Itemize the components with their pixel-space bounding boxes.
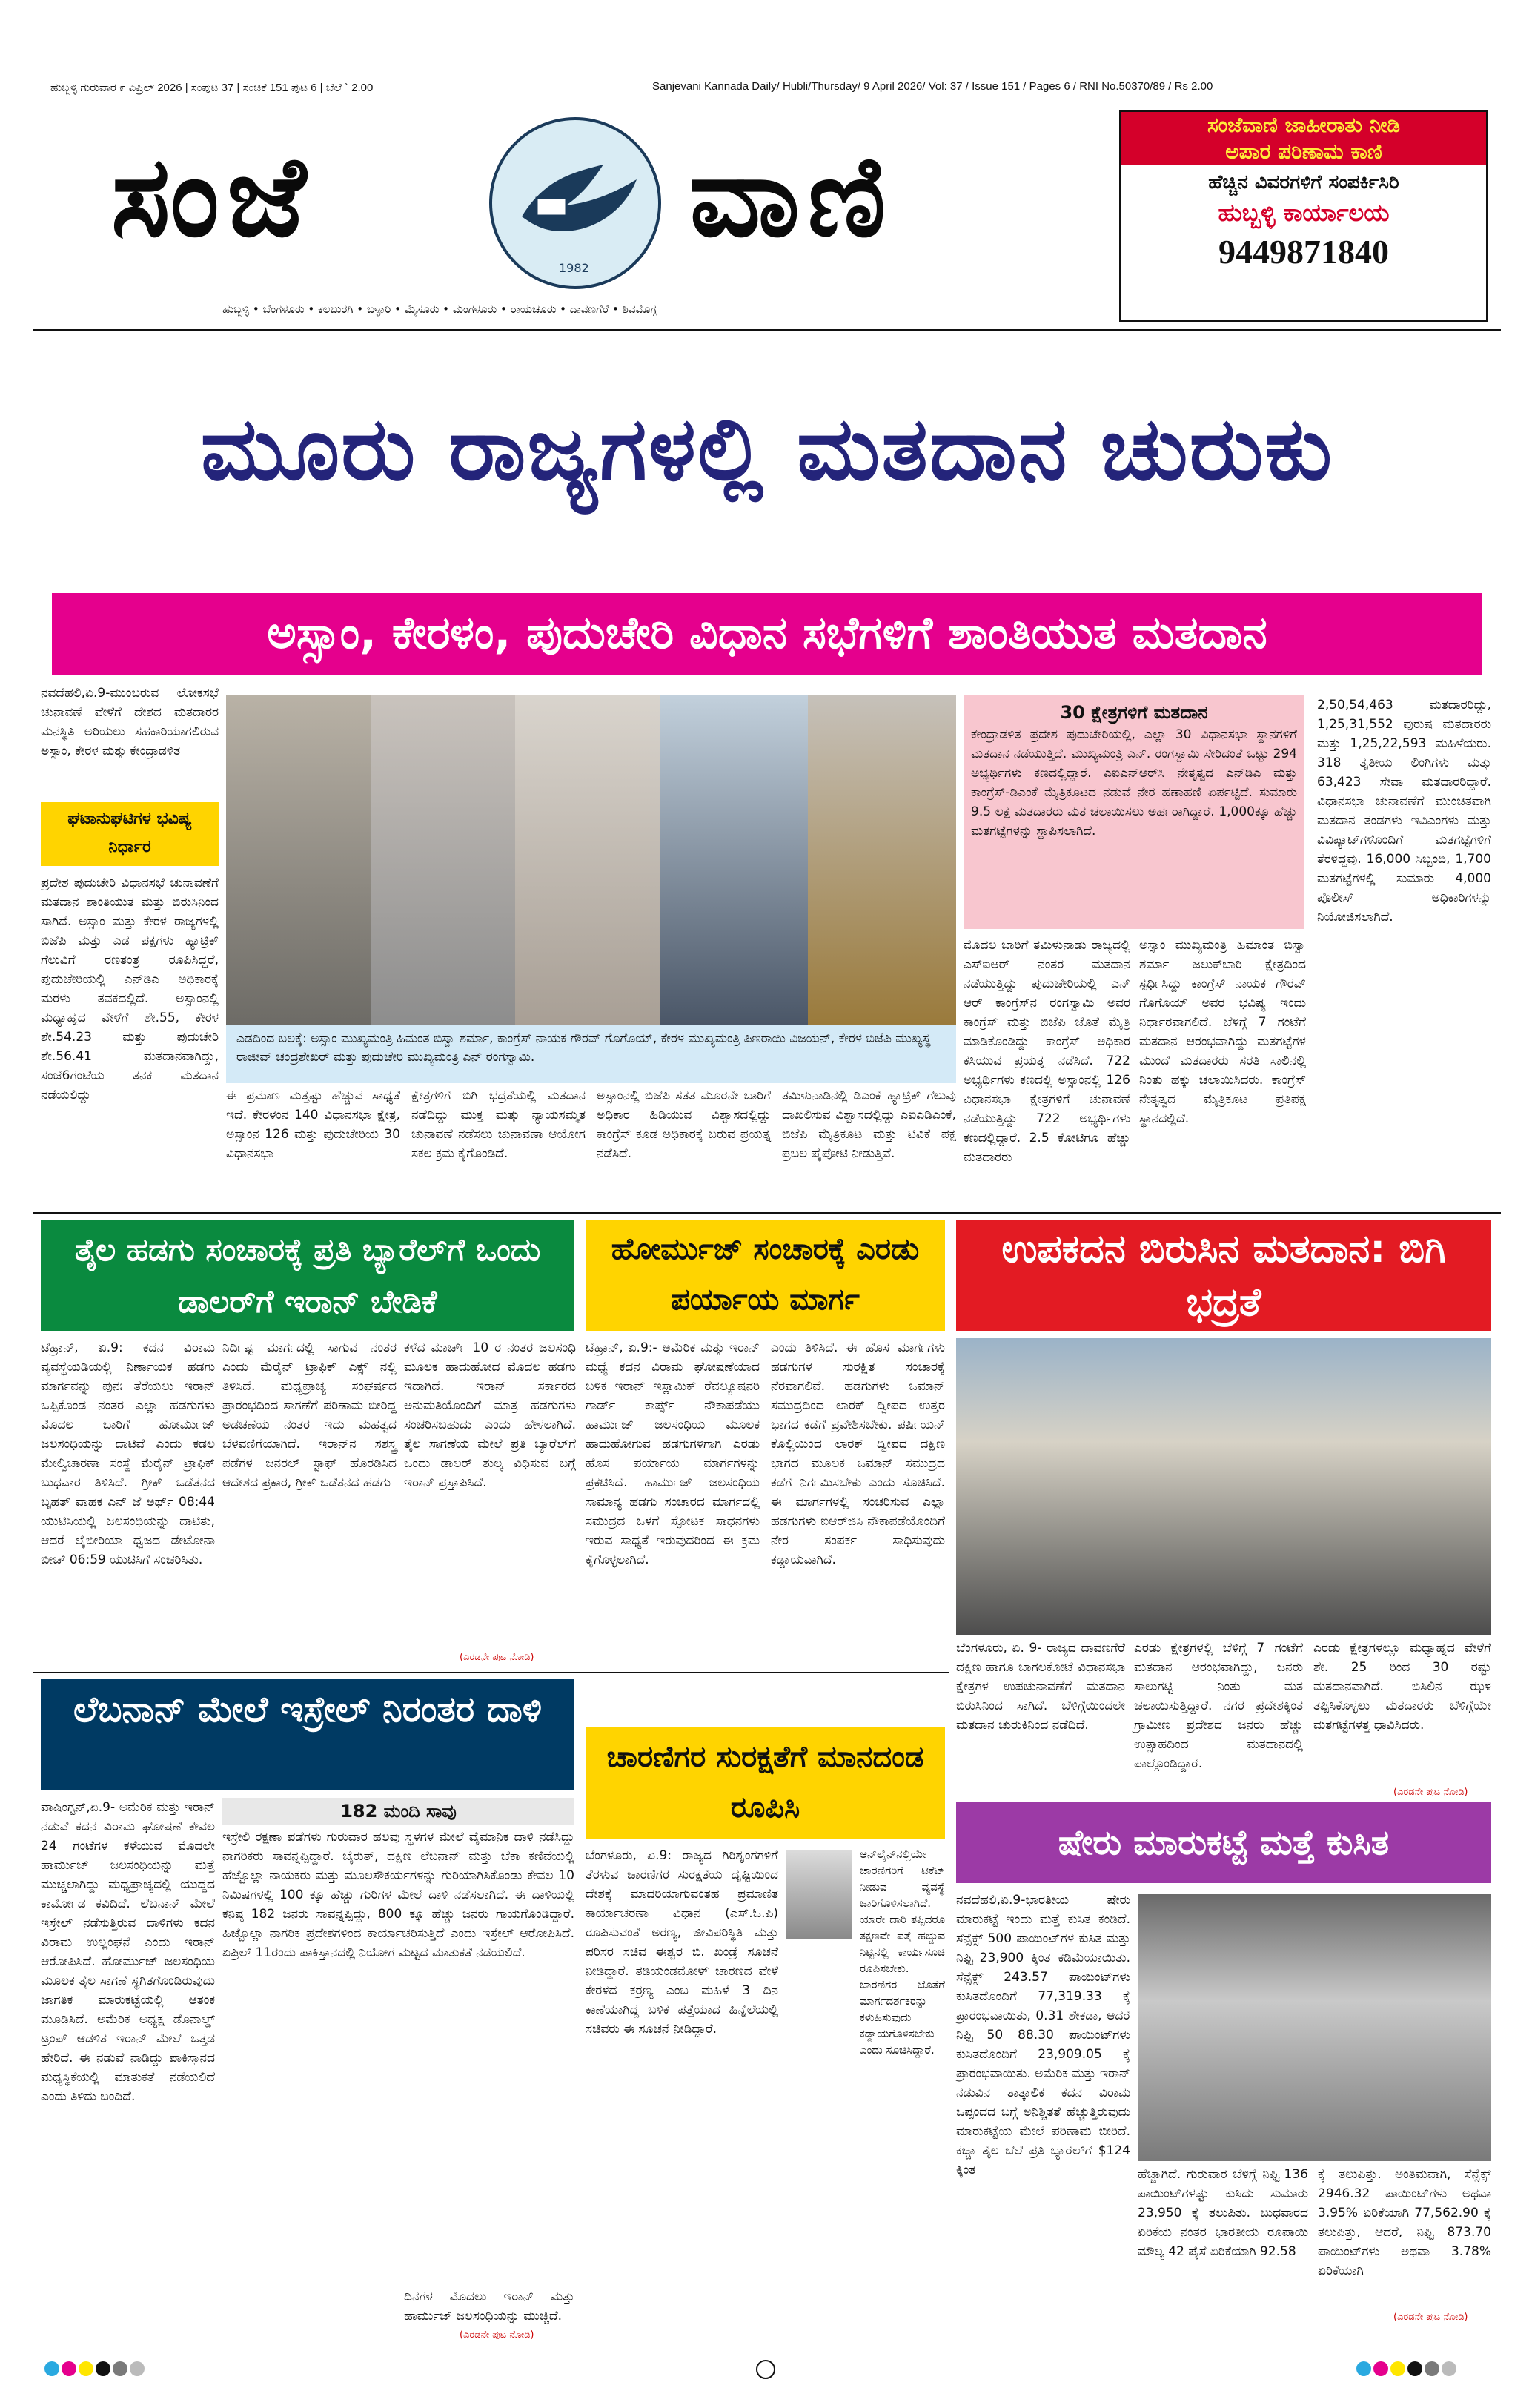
- lead-bottom-rule: [33, 1212, 1501, 1214]
- oil-story-headline: [41, 1220, 574, 1331]
- lead-column-2: [226, 1086, 400, 1205]
- market-column-3: [1318, 2165, 1491, 2309]
- constituency-box-heading: 30 ಕ್ಷೇತ್ರಗಳಿಗೆ ಮತದಾನ: [1060, 702, 1208, 723]
- lead-column-6b: [964, 936, 1130, 1203]
- lead-subhead: ಅಸ್ಸಾಂ, ಕೇರಳಂ, ಪುದುಚೇರಿ ವಿಧಾನ ಸಭೆಗಳಿಗೆ ಶಾಂತಿಯುತ ಮತದಾನ: [52, 593, 1482, 675]
- safety-column-2: [860, 1846, 945, 2057]
- hormuz-story-column-1-text: ಟೆಹ್ರಾನ್, ಏ.9:- ಅಮೆರಿಕ ಮತ್ತು ಇರಾನ್ ಮಧ್ಯೆ ಕದನ ವಿರಾಮ ಘೋಷಣೆಯಾದ ಬಳಿಕ ಇರಾನ್ ಇಸ್ಲಾಮಿಕ್ ರೆವಲ್ಯೂಷನರಿ ಗಾರ್ಡ್ ಕಾರ್ಪ್ಸ್ ನೌಕಾಪಡೆಯು ಹಾರ್ಮುಜ್ ಜಲಸಂಧಿಯ ಮೂಲಕ ಹಾದುಹೋಗುವ ಹಡಗುಗಳಿಗಾಗಿ ಎರಡು ಹೊಸ ಪರ್ಯಾಯ ಮಾರ್ಗಗಳನ್ನು ಪ್ರಕಟಿಸಿದೆ. ಹಾರ್ಮುಜ್ ಜಲಸಂಧಿಯ ಸಾಮಾನ್ಯ ಹಡಗು ಸಂಚಾರದ ಮಾರ್ಗದಲ್ಲಿ ಸಮುದ್ರದ ಒಳಗೆ ಸ್ಫೋಟಕ ಸಾಧನಗಳು ಇರುವ ಸಾಧ್ಯತೆ ಇರುವುದರಿಂದ ಈ ಕ್ರಮ ಕೈಗೊಳ್ಳಲಾಗಿದೆ.: [586, 1340, 760, 1567]
- masthead-name-left: ಸಂಜೆ: [111, 131, 314, 262]
- oil-story-column-2-text: ನಿರ್ದಿಷ್ಟ ಮಾರ್ಗದಲ್ಲಿ ಸಾಗುವ ನಂತರ ಎಂದು ಮೆರೈನ್ ಟ್ರಾಫಿಕ್ ಎಕ್ಸ್‌ ನಲ್ಲಿ ತಿಳಿಸಿದೆ. ಮಧ್ಯಪ್ರಾಚ್ಯ ಸಂಘರ್ಷದ ಪ್ರಾರಂಭದಿಂದ ಸಾಗಣೆಗೆ ಪರಿಣಾಮ ಬೀರಿದ್ದ ಅಡಚಣೆಯ ನಂತರ ಇದು ಮಹತ್ವದ ಬೆಳವಣಿಗೆಯಾಗಿದೆ. ಇರಾನ್‌ನ ಸಶಸ್ತ್ರ ಪಡೆಗಳ ಜನರಲ್ ಸ್ಟಾಫ್ ಹೊರಡಿಸಿದ ಆದೇಶದ ಪ್ರಕಾರ, ಗ್ರೀಕ್ ಒಡೆತನದ ಹಡಗು: [222, 1340, 397, 1490]
- middle-rule: [33, 1672, 949, 1673]
- bypoll-column-2-text: ಎರಡು ಕ್ಷೇತ್ರಗಳಲ್ಲಿ ಬೆಳಿಗ್ಗೆ 7 ಗಂಟೆಗೆ ಮತದಾನ ಆರಂಭವಾಗಿದ್ದು, ಜನರು ಸಾಲುಗಟ್ಟಿ ನಿಂತು ಮತ ಚಲಾಯಿಸುತ್ತಿದ್ದಾರೆ. ನಗರ ಪ್ರದೇಶಕ್ಕಿಂತ ಗ್ರಾಮೀಣ ಪ್ರದೇಶದ ಜನರು ಹೆಚ್ಚು ಉತ್ಸಾಹದಿಂದ ಮತದಾನದಲ್ಲಿ ಪಾಲ್ಗೊಂಡಿದ್ದಾರೆ.: [1134, 1641, 1303, 1771]
- lead-column-4-text: ಅಸ್ಸಾಂನಲ್ಲಿ ಬಿಜೆಪಿ ಸತತ ಮೂರನೇ ಬಾರಿಗೆ ಅಧಿಕಾರ ಹಿಡಿಯುವ ವಿಶ್ವಾಸದಲ್ಲಿದ್ದು ಕಾಂಗ್ರೆಸ್ ಕೂಡ ಅಧಿಕಾರಕ್ಕೆ ಬರುವ ಪ್ರಯತ್ನ ನಡೆಸಿದೆ.: [597, 1088, 771, 1161]
- lebanon-sidebox-heading: 182 ಮಂದಿ ಸಾವು: [222, 1798, 574, 1825]
- leader-photo-4: [660, 695, 808, 1025]
- lead-column-5: [782, 1086, 956, 1205]
- oil-story-column-1-text: ಟೆಹ್ರಾನ್, ಏ.9: ಕದನ ವಿರಾಮ ವ್ಯವಸ್ಥೆಯಡಿಯಲ್ಲಿ ನಿರ್ಣಾಯಕ ಹಡಗು ಮಾರ್ಗವನ್ನು ಪುನಃ ತೆರೆಯಲು ಇರಾನ್ ಒಪ್ಪಿಕೊಂಡ ನಂತರ ಎಲ್ಲಾ ಹಡಗುಗಳು ಮೊದಲ ಬಾರಿಗೆ ಹೋರ್ಮುಜ್ ಜಲಸಂಧಿಯನ್ನು ದಾಟಿವೆ ಎಂದು ಕಡಲ ಮೇಲ್ವಿಚಾರಣಾ ಸಂಸ್ಥೆ ಮೆರೈನ್ ಟ್ರಾಫಿಕ್ ಬುಧವಾರ ತಿಳಿಸಿದೆ. ಗ್ರೀಕ್ ಒಡೆತನದ ಬೃಹತ್ ವಾಹಕ ಎನ್ ಜೆ ಅರ್ಥ್ 08:44 ಯುಟಿಸಿಯಲ್ಲಿ ಜಲಸಂಧಿಯನ್ನು ದಾಟಿತು, ಆದರೆ ಲೈಬೀರಿಯಾ ಧ್ವಜದ ಡೇಟೋನಾ ಬೀಚ್ 06:59 ಯುಟಿಸಿಗೆ ಸಂಚರಿಸಿತು.: [41, 1340, 215, 1567]
- oil-story-column-2: [222, 1338, 397, 1664]
- lebanon-column-3: [404, 2287, 574, 2328]
- lead-column-6b-text: ಮೊದಲ ಬಾರಿಗೆ ತಮಿಳುನಾಡು ರಾಜ್ಯದಲ್ಲಿ ಎಸ್‌ಐಆರ್ ನಂತರ ಮತದಾನ ನಡೆಯುತ್ತಿದ್ದು ಪುದುಚೇರಿಯಲ್ಲಿ ಎನ್ ಆರ್ ಕಾಂಗ್ರೆಸ್‌ನ ರಂಗಸ್ವಾಮಿ ಅವರ ಕಾಂಗ್ರೆಸ್ ಮತ್ತು ಬಿಜೆಪಿ ಜೊತೆ ಮೈತ್ರಿ ಮಾಡಿಕೊಂಡಿದ್ದು ಕಾಂಗ್ರೆಸ್ ಅಧಿಕಾರ ಕಸಿಯುವ ಪ್ರಯತ್ನ ನಡೆಸಿದೆ. 722 ಅಭ್ಯರ್ಥಿಗಳು ಕಣದಲ್ಲಿ ಅಸ್ಸಾಂನಲ್ಲಿ 126 ವಿಧಾನಸಭಾ ಕ್ಷೇತ್ರಗಳಿಗೆ ಚುನಾವಣೆ ನಡೆಯುತ್ತಿದ್ದು 722 ಅಭ್ಯರ್ಥಿಗಳು ಕಣದಲ್ಲಿದ್ದಾರೆ. 2.5 ಕೋಟಿಗೂ ಹೆಚ್ಚು ಮತದಾರರು: [964, 938, 1130, 1165]
- lebanon-story-headline-text: ಲೆಬನಾನ್ ಮೇಲೆ ಇಸ್ರೇಲ್ ನಿರಂತರ ದಾಳಿ: [73, 1689, 543, 1730]
- lead-column-5-text: ತಮಿಳುನಾಡಿನಲ್ಲಿ ಡಿಎಂಕೆ ಹ್ಯಾಟ್ರಿಕ್ ಗೆಲುವು ದಾಖಲಿಸುವ ವಿಶ್ವಾಸದಲ್ಲಿದ್ದು ಎಐಎಡಿಎಂಕೆ, ಬಿಜೆಪಿ ಮೈತ್ರಿಕೂಟ ಮತ್ತು ಟಿವಿಕೆ ಪಕ್ಷ ಪ್ರಬಲ ಪೈಪೋಟಿ ನೀಡುತ್ತಿವೆ.: [782, 1088, 956, 1161]
- lead-column-1-text: ನವದೆಹಲಿ,ಏ.9-ಮುಂಬರುವ ಲೋಕಸಭೆ ಚುನಾವಣೆ ವೇಳೆಗೆ ದೇಶದ ಮತದಾರರ ಮನಸ್ಥಿತಿ ಅರಿಯಲು ಸಹಕಾರಿಯಾಗಲಿರುವ ಅಸ್ಸಾಂ, ಕೇರಳ ಮತ್ತು ಕೇಂದ್ರಾಡಳಿತ: [41, 686, 219, 758]
- bypoll-story-headline-text: ಉಪಕದನ ಬಿರುಸಿನ ಮತದಾನ: ಬಿಗಿ ಭದ್ರತೆ: [1001, 1227, 1446, 1325]
- lead-column-2-text: ಈ ಪ್ರಮಾಣ ಮತ್ತಷ್ಟು ಹೆಚ್ಚುವ ಸಾಧ್ಯತೆ ಇದೆ. ಕೇರಳಂನ 140 ವಿಧಾನಸಭಾ ಕ್ಷೇತ್ರ, ಅಸ್ಸಾಂನ 126 ಮತ್ತು ಪುದುಚೇರಿಯ 30 ವಿಧಾನಸಭಾ: [226, 1088, 400, 1161]
- registration-marks-left: [44, 2361, 208, 2379]
- lead-column-7: [1139, 936, 1306, 1203]
- constituency-box: [964, 695, 1304, 929]
- issue-info-kannada: ಹುಬ್ಬಳ್ಳಿ ಗುರುವಾರ ೯ ಏಪ್ರಿಲ್ 2026 | ಸಂಪುಟ 37 | ಸಂಚಿಕೆ 151 ಪುಟ 6 | ಬೆಲೆ ` 2.00: [50, 82, 374, 94]
- bypoll-column-1: [956, 1638, 1125, 1798]
- lebanon-column-3-text: ದಿನಗಳ ಮೊದಲು ಇರಾನ್ ಮತ್ತು ಹಾರ್ಮುಜ್ ಜಲಸಂಧಿಯನ್ನು ಮುಚ್ಚಿದೆ.: [404, 2289, 574, 2323]
- advert-line-4: ಹುಬ್ಬಳ್ಳಿ ಕಾರ್ಯಾಲಯ: [1218, 199, 1390, 227]
- registration-marks-right: [1356, 2361, 1519, 2379]
- bypoll-voters-photo: [956, 1338, 1491, 1635]
- leaders-photo-caption-text: ಎಡದಿಂದ ಬಲಕ್ಕೆ: ಅಸ್ಸಾಂ ಮುಖ್ಯಮಂತ್ರಿ ಹಿಮಂತ ಬಿಸ್ವಾ ಶರ್ಮಾ, ಕಾಂಗ್ರೆಸ್ ನಾಯಕ ಗೌರವ್ ಗೊಗೊಯ್, ಕೇರಳ ಮುಖ್ಯಮಂತ್ರಿ ಪಿಣರಾಯಿ ವಿಜಯನ್, ಕೇರಳ ಬಿಜೆಪಿ ಮುಖ್ಯಸ್ಥ ರಾಜೀವ್ ಚಂದ್ರಶೇಖರ್ ಮತ್ತು ಪುದುಚೇರಿ ಮುಖ್ಯಮಂತ್ರಿ ಎನ್ ರಂಗಸ್ವಾಮಿ.: [236, 1031, 931, 1065]
- lead-column-3: [411, 1086, 586, 1205]
- oil-story-column-3-text: ಕಳೆದ ಮಾರ್ಚ್ 10 ರ ನಂತರ ಜಲಸಂಧಿ ಮೂಲಕ ಹಾದುಹೋದ ಮೊದಲ ಹಡಗು ಇದಾಗಿದೆ. ಇರಾನ್ ಸರ್ಕಾರದ ಅನುಮತಿಯೊಂದಿಗೆ ಮಾತ್ರ ಹಡಗುಗಳು ಸಂಚರಿಸಬಹುದು ಎಂದು ಹೇಳಲಾಗಿದೆ. ತೈಲ ಸಾಗಣೆಯ ಮೇಲೆ ಪ್ರತಿ ಬ್ಯಾರೆಲ್‌ಗೆ ಒಂದು ಡಾಲರ್ ಶುಲ್ಕ ವಿಧಿಸುವ ಬಗ್ಗೆ ಇರಾನ್ ಪ್ರಸ್ತಾಪಿಸಿದೆ.: [404, 1340, 576, 1490]
- hormuz-story-column-2-text: ಎಂದು ತಿಳಿಸಿದೆ. ಈ ಹೊಸ ಮಾರ್ಗಗಳು ಹಡಗುಗಳ ಸುರಕ್ಷಿತ ಸಂಚಾರಕ್ಕೆ ನೆರವಾಗಲಿವೆ. ಹಡಗುಗಳು ಒಮಾನ್ ಸಮುದ್ರದಿಂದ ಲಾರಕ್ ದ್ವೀಪದ ಉತ್ತರ ಭಾಗದ ಕಡೆಗೆ ಪ್ರವೇಶಿಸಬೇಕು. ಪರ್ಷಿಯನ್ ಕೊಲ್ಲಿಯಿಂದ ಲಾರಕ್ ದ್ವೀಪದ ದಕ್ಷಿಣ ಭಾಗದ ಮೂಲಕ ಒಮಾನ್ ಸಮುದ್ರದ ಕಡೆಗೆ ನಿರ್ಗಮಿಸಬೇಕು ಎಂದು ಸೂಚಿಸಿದೆ. ಈ ಮಾರ್ಗಗಳಲ್ಲಿ ಸಂಚರಿಸುವ ಎಲ್ಲಾ ಹಡಗುಗಳು ಐಆರ್‌ಜಿಸಿ ನೌಕಾಪಡೆಯೊಂದಿಗೆ ನೇರ ಸಂಪರ್ಕ ಸಾಧಿಸುವುದು ಕಡ್ಡಾಯವಾಗಿದೆ.: [771, 1340, 945, 1567]
- lead-column-8: [1317, 695, 1491, 1207]
- masthead-name-right: ವಾಣಿ: [689, 131, 894, 262]
- advert-phone: 9449871840: [1218, 233, 1389, 271]
- hormuz-story-headline-text: ಹೋರ್ಮುಜ್ ಸಂಚಾರಕ್ಕೆ ಎರಡು ಪರ್ಯಾಯ ಮಾರ್ಗ: [611, 1232, 920, 1317]
- lebanon-story-headline: [41, 1679, 574, 1790]
- market-column-2: [1138, 2165, 1308, 2328]
- lebanon-continued: (ಎರಡನೇ ಪುಟ ನೋಡಿ): [460, 2329, 534, 2341]
- bypoll-column-3-text: ಎರಡು ಕ್ಷೇತ್ರಗಳಲ್ಲೂ ಮಧ್ಯಾಹ್ನದ ವೇಳೆಗೆ ಶೇ. 25 ರಿಂದ 30 ರಷ್ಟು ಮತದಾನವಾಗಿದೆ. ಬಿಸಿಲಿನ ಝಳ ತಪ್ಪಿಸಿಕೊಳ್ಳಲು ಮತದಾರರು ಬೆಳಿಗ್ಗೆಯೇ ಮತಗಟ್ಟೆಗಳತ್ತ ಧಾವಿಸಿದರು.: [1313, 1641, 1491, 1733]
- oil-story-column-3: [404, 1338, 576, 1646]
- market-column-1: [956, 1891, 1130, 2328]
- dove-emblem: [489, 117, 661, 289]
- oil-story-column-1: [41, 1338, 215, 1664]
- registration-mark-icon: [756, 2360, 775, 2379]
- bypoll-column-1-text: ಬೆಂಗಳೂರು, ಏ. 9- ರಾಜ್ಯದ ದಾವಣಗೆರೆ ದಕ್ಷಿಣ ಹಾಗೂ ಬಾಗಲಕೋಟೆ ವಿಧಾನಸಭಾ ಕ್ಷೇತ್ರಗಳ ಉಪಚುನಾವಣೆಗೆ ಮತದಾನ ಬಿರುಸಿನಿಂದ ಸಾಗಿದೆ. ಬೆಳಿಗ್ಗೆಯಿಂದಲೇ ಮತದಾನ ಚುರುಕಿನಿಂದ ನಡೆದಿದೆ.: [956, 1641, 1125, 1733]
- leaders-photo-caption: [226, 1025, 956, 1083]
- lead-column-1b-text: ಪ್ರದೇಶ ಪುದುಚೇರಿ ವಿಧಾನಸಭೆ ಚುನಾವಣೆಗೆ ಮತದಾನ ಶಾಂತಿಯುತ ಮತ್ತು ಬಿರುಸಿನಿಂದ ಸಾಗಿದೆ. ಅಸ್ಸಾಂ ಮತ್ತು ಕೇರಳ ರಾಜ್ಯಗಳಲ್ಲಿ ಬಿಜೆಪಿ ಮತ್ತು ಎಡ ಪಕ್ಷಗಳು ಹ್ಯಾಟ್ರಿಕ್ ಗೆಲುವಿಗೆ ರಣತಂತ್ರ ರೂಪಿಸಿದ್ದರೆ, ಪುದುಚೇರಿಯಲ್ಲಿ ಎನ್‌ಡಿಎ ಅಧಿಕಾರಕ್ಕೆ ಮರಳು ತವಕದಲ್ಲಿದೆ. ಅಸ್ಸಾಂನಲ್ಲಿ ಮಧ್ಯಾಹ್ನದ ವೇಳೆಗೆ ಶೇ.55, ಕೇರಳ ಶೇ.54.23 ಮತ್ತು ಪುದುಚೇರಿ ಶೇ.56.41 ಮತದಾನವಾಗಿದ್ದು, ಸಂಜೆ6ಗಂಟೆಯ ತನಕ ಮತದಾನ ನಡೆಯಲಿದ್ದು: [41, 876, 219, 1102]
- bypoll-column-3: [1313, 1638, 1491, 1783]
- market-continued: (ಎರಡನೇ ಪುಟ ನೋಡಿ): [1393, 2312, 1468, 2323]
- oil-story-continued: (ಎರಡನೇ ಪುಟ ನೋಡಿ): [460, 1652, 534, 1663]
- lebanon-column-2: [222, 1828, 574, 2302]
- established-year: 1982: [559, 261, 589, 275]
- masthead-rule: [33, 329, 1501, 331]
- constituency-box-text: ಕೇಂದ್ರಾಡಳಿತ ಪ್ರದೇಶ ಪುದುಚೇರಿಯಲ್ಲಿ, ಎಲ್ಲಾ 30 ವಿಧಾನಸಭಾ ಸ್ಥಾನಗಳಿಗೆ ಮತದಾನ ನಡೆಯುತ್ತಿದೆ. ಮುಖ್ಯಮಂತ್ರಿ ಎನ್. ರಂಗಸ್ವಾಮಿ ಸೇರಿದಂತೆ ಒಟ್ಟು 294 ಅಭ್ಯರ್ಥಿಗಳು ಕಣದಲ್ಲಿದ್ದಾರೆ. ಎಐಎನ್‌ಆರ್‌ಸಿ ನೇತೃತ್ವದ ಎನ್‌ಡಿಎ ಮತ್ತು ಕಾಂಗ್ರೆಸ್-ಡಿಎಂಕೆ ಮೈತ್ರಿಕೂಟದ ನಡುವೆ ನೇರ ಹಣಾಹಣಿ ಏರ್ಪಟ್ಟಿದೆ. ಸುಮಾರು 9.5 ಲಕ್ಷ ಮತದಾರರು ಮತ ಚಲಾಯಿಸಲು ಅರ್ಹರಾಗಿದ್ದಾರೆ. 1,000ಕ್ಕೂ ಹೆಚ್ಚು ಮತಗಟ್ಟೆಗಳನ್ನು ಸ್ಥಾಪಿಸಲಾಗಿದೆ.: [971, 727, 1297, 838]
- lead-sidebox-text: ಘಟಾನುಘಟಿಗಳ ಭವಿಷ್ಯ ನಿರ್ಧಾರ: [67, 810, 192, 856]
- safety-column-1-text: ಬೆಂಗಳೂರು, ಏ.9: ರಾಜ್ಯದ ಗಿರಿಶೃಂಗಗಳಿಗೆ ತೆರಳುವ ಚಾರಣಿಗರ ಸುರಕ್ಷತೆಯ ದೃಷ್ಟಿಯಿಂದ ದೇಶಕ್ಕೆ ಮಾದರಿಯಾಗುವಂತಹ ಪ್ರಮಾಣಿತ ಕಾರ್ಯಾಚರಣಾ ವಿಧಾನ (ಎಸ್‌.ಓ.ಪಿ) ರೂಪಿಸುವಂತೆ ಅರಣ್ಯ, ಜೀವಿಪರಿಸ್ಥಿತಿ ಮತ್ತು ಪರಿಸರ ಸಚಿವ ಈಶ್ವರ ಬಿ. ಖಂಡ್ರೆ ಸೂಚನೆ ನೀಡಿದ್ದಾರೆ. ತಡಿಯಂಡಮೋಳ್ ಚಾರಣದ ವೇಳೆ ಕೇರಳದ ಕರ್ರಣ್ಯ ಎಂಬ ಮಹಿಳೆ 3 ದಿನ ಕಾಣೆಯಾಗಿದ್ದ ಬಳಿಕ ಪತ್ತೆಯಾದ ಹಿನ್ನೆಲೆಯಲ್ಲಿ ಸಚಿವರು ಈ ಸೂಚನೆ ನೀಡಿದ್ದಾರೆ.: [586, 1848, 778, 2037]
- lead-column-8-text: 2,50,54,463 ಮತದಾರರಿದ್ದು, 1,25,31,552 ಪುರುಷ ಮತದಾರರು ಮತ್ತು 1,25,22,593 ಮಹಿಳೆಯರು. 318 ತೃತೀಯ ಲಿಂಗಿಗಳು ಮತ್ತು 63,423 ಸೇವಾ ಮತದಾರರಿದ್ದಾರೆ. ವಿಧಾನಸಭಾ ಚುನಾವಣೆಗೆ ಮುಂಚಿತವಾಗಿ ಮತದಾನ ತಂಡಗಳು ಇವಿಎಂಗಳು ಮತ್ತು ವಿವಿಪ್ಯಾಟ್‌ಗಳೊಂದಿಗೆ ಮತಗಟ್ಟೆಗಳಿಗೆ ತೆರಳಿದ್ದವು. 16,000 ಸಿಬ್ಬಂದಿ, 1,700 ಮತಗಟ್ಟೆಗಳಲ್ಲಿ ಸುಮಾರು 4,000 ಪೊಲೀಸ್ ಅಧಿಕಾರಿಗಳನ್ನು ನಿಯೋಜಿಸಲಾಗಿದೆ.: [1317, 698, 1491, 924]
- market-column-3-text: ಕ್ಕೆ ತಲುಪಿತ್ತು. ಅಂತಿಮವಾಗಿ, ಸೆನ್ಸೆಕ್ಸ್ 2946.32 ಪಾಯಿಂಟ್‌ಗಳು ಅಥವಾ 3.95% ಏರಿಕೆಯಾಗಿ 77,562.90 ಕ್ಕೆ ತಲುಪಿತ್ತು, ಆದರೆ, ನಿಫ್ಟಿ 873.70 ಪಾಯಿಂಟ್‌ಗಳು ಅಥವಾ 3.78% ಏರಿಕೆಯಾಗಿ: [1318, 2167, 1491, 2278]
- leader-photo-5: [808, 695, 956, 1025]
- lebanon-column-2-text: ಇಸ್ರೇಲಿ ರಕ್ಷಣಾ ಪಡೆಗಳು ಗುರುವಾರ ಹಲವು ಸ್ಥಳಗಳ ಮೇಲೆ ವೈಮಾನಿಕ ದಾಳಿ ನಡೆಸಿದ್ದು ನಾಗರಿಕರು ಸಾವನ್ನಪ್ಪಿದ್ದಾರೆ. ಬೈರುತ್, ದಕ್ಷಿಣ ಲೆಬನಾನ್ ಮತ್ತು ಬೆಕಾ ಕಣಿವೆಯಲ್ಲಿ ಹೆಜ್ಬೊಲ್ಲಾ ನಾಯಕರು ಮತ್ತು ಮೂಲಸೌಕರ್ಯಗಳನ್ನು ಗುರಿಯಾಗಿಸಿಕೊಂಡು ಕೇವಲ 10 ನಿಮಿಷಗಳಲ್ಲಿ 100 ಕ್ಕೂ ಹೆಚ್ಚು ಗುರಿಗಳ ಮೇಲೆ ದಾಳಿ ನಡೆಸಲಾಗಿದೆ. ಈ ದಾಳಿಯಲ್ಲಿ ಕನಿಷ್ಠ 182 ಜನರು ಸಾವನ್ನಪ್ಪಿದ್ದು, 800 ಕ್ಕೂ ಹೆಚ್ಚು ಜನರು ಗಾಯಗೊಂಡಿದ್ದಾರೆ. ಹಿಜ್ಬೊಲ್ಲಾ ನಾಗರಿಕ ಪ್ರದೇಶಗಳಿಂದ ಕಾರ್ಯಾಚರಿಸುತ್ತಿದೆ ಎಂದು ಇಸ್ರೇಲ್ ಆರೋಪಿಸಿದೆ. ಏಪ್ರಿಲ್ 11ರಂದು ಪಾಕಿಸ್ತಾನದಲ್ಲಿ ನಿಯೋಗ ಮಟ್ಟದ ಮಾತುಕತೆ ನಡೆಯಲಿದೆ.: [222, 1830, 574, 1960]
- trader-photo: [1138, 1894, 1491, 2161]
- leaders-photo-strip: [226, 695, 956, 1025]
- oil-story-headline-text: ತೈಲ ಹಡಗು ಸಂಚಾರಕ್ಕೆ ಪ್ರತಿ ಬ್ಯಾರೆಲ್‌ಗೆ ಒಂದು ಡಾಲರ್‌ಗೆ ಇರಾನ್ ಬೇಡಿಕೆ: [74, 1231, 541, 1320]
- bypoll-story-headline: [956, 1220, 1491, 1331]
- edition-cities: ಹುಬ್ಬಳ್ಳಿ • ಬೆಂಗಳೂರು • ಕಲಬುರಗಿ • ಬಳ್ಳಾರಿ • ಮೈಸೂರು • ಮಂಗಳೂರು • ರಾಯಚೂರು • ದಾವಣಗೆರೆ • ಶಿವಮೊಗ್ಗ: [222, 302, 657, 316]
- lead-column-4: [597, 1086, 771, 1205]
- safety-column-1: [586, 1846, 778, 2328]
- safety-story-headline: [586, 1727, 945, 1839]
- bypoll-column-2: [1134, 1638, 1303, 1798]
- lebanon-column-1-text: ವಾಷಿಂಗ್ಟನ್,ಏ.9- ಅಮೆರಿಕ ಮತ್ತು ಇರಾನ್ ನಡುವೆ ಕದನ ವಿರಾಮ ಘೋಷಣೆ ಕೇವಲ 24 ಗಂಟೆಗಳ ಕಳೆಯುವ ಮೊದಲೇ ಹಾರ್ಮುಜ್ ಜಲಸಂಧಿಯನ್ನು ಮತ್ತೆ ಮುಚ್ಚಲಾಗಿದ್ದು ಮಧ್ಯಪ್ರಾಚ್ಯದಲ್ಲಿ ಯುದ್ಧದ ಕಾರ್ಮೋಡ ಕವಿದಿದೆ. ಲೆಬನಾನ್ ಮೇಲೆ ಇಸ್ರೇಲ್ ನಡೆಸುತ್ತಿರುವ ದಾಳಿಗಳು ಕದನ ವಿರಾಮ ಉಲ್ಲಂಘನೆ ಎಂದು ಇರಾನ್ ಆರೋಪಿಸಿದೆ. ಹೋರ್ಮುಜ್ ಜಲಸಂಧಿಯ ಮೂಲಕ ತೈಲ ಸಾಗಣೆ ಸ್ಥಗಿತಗೊಂಡಿರುವುದು ಜಾಗತಿಕ ಮಾರುಕಟ್ಟೆಯಲ್ಲಿ ಆತಂಕ ಮೂಡಿಸಿದೆ. ಅಮೆರಿಕ ಅಧ್ಯಕ್ಷ ಡೊನಾಲ್ಡ್ ಟ್ರಂಪ್ ಆಡಳಿತ ಇರಾನ್ ಮೇಲೆ ಒತ್ತಡ ಹೇರಿದೆ. ಈ ನಡುವೆ ನಾಡಿದ್ದು ಪಾಕಿಸ್ತಾನದ ಮಧ್ಯಸ್ಥಿಕೆಯಲ್ಲಿ ಮಾತುಕತೆ ನಡೆಯಲಿದೆ ಎಂದು ತಿಳಿದು ಬಂದಿದೆ.: [41, 1800, 215, 2104]
- advert-line-3: ಹೆಚ್ಚಿನ ವಿವರಗಳಿಗೆ ಸಂಪರ್ಕಿಸಿರಿ: [1208, 171, 1399, 194]
- advert-line-1: ಸಂಜೆವಾಣಿ ಜಾಹೀರಾತು ನೀಡಿ: [1121, 112, 1486, 139]
- issue-info-english: Sanjevani Kannada Daily/ Hubli/Thursday/ 9 April 2026/ Vol: 37 / Issue 151 / Pages 6 / RNI No.50370/89 / Rs 2.00: [652, 80, 1213, 93]
- hormuz-story-headline: [586, 1220, 945, 1331]
- hormuz-story-column-1: [586, 1338, 760, 1672]
- lead-column-7-text: ಅಸ್ಸಾಂ ಮುಖ್ಯಮಂತ್ರಿ ಹಿಮಾಂತ ಬಿಸ್ವಾ ಶರ್ಮಾ ಜಲುಕ್‌ಬಾರಿ ಕ್ಷೇತ್ರದಿಂದ ಸ್ಪರ್ಧಿಸಿದ್ದು ಕಾಂಗ್ರೆಸ್ ನಾಯಕ ಗೌರವ್ ಗೊಗೊಯ್ ಅವರ ಭವಿಷ್ಯ ಇಂದು ನಿರ್ಧಾರವಾಗಲಿದೆ. ಬೆಳಿಗ್ಗೆ 7 ಗಂಟೆಗೆ ಮತದಾನ ಆರಂಭವಾಗಿದ್ದು ಮತಗಟ್ಟೆಗಳ ಮುಂದೆ ಮತದಾರರು ಸರತಿ ಸಾಲಿನಲ್ಲಿ ನಿಂತು ಹಕ್ಕು ಚಲಾಯಿಸಿದರು. ಕಾಂಗ್ರೆಸ್ ನೇತೃತ್ವದ ಮೈತ್ರಿಕೂಟ ಪ್ರತಿಪಕ್ಷ ಸ್ಥಾನದಲ್ಲಿದೆ.: [1139, 938, 1306, 1126]
- lead-column-3-text: ಕ್ಷೇತ್ರಗಳಿಗೆ ಬಿಗಿ ಭದ್ರತೆಯಲ್ಲಿ ಮತದಾನ ನಡೆದಿದ್ದು ಮುಕ್ತ ಮತ್ತು ನ್ಯಾಯಸಮ್ಮತ ಚುನಾವಣೆ ನಡೆಸಲು ಚುನಾವಣಾ ಆಯೋಗ ಸಕಲ ಕ್ರಮ ಕೈಗೊಂಡಿದೆ.: [411, 1088, 586, 1161]
- leader-photo-3: [515, 695, 660, 1025]
- bypoll-continued: (ಎರಡನೇ ಪುಟ ನೋಡಿ): [1393, 1787, 1468, 1798]
- hormuz-story-column-2: [771, 1338, 945, 1672]
- safety-story-headline-text: ಚಾರಣಿಗರ ಸುರಕ್ಷತೆಗೆ ಮಾನದಂಡ ರೂಪಿಸಿ: [606, 1740, 924, 1825]
- lead-headline: ಮೂರು ರಾಜ್ಯಗಳಲ್ಲಿ ಮತದಾನ ಚುರುಕು: [200, 397, 1334, 500]
- lead-sidebox-heading: [41, 802, 219, 866]
- lebanon-column-1: [41, 1798, 215, 2332]
- leader-photo-2: [371, 695, 515, 1025]
- advert-line-2: ಅಪಾರ ಪರಿಣಾಮ ಕಾಣಿ: [1121, 139, 1486, 165]
- lead-column-1: [41, 684, 219, 795]
- minister-photo: [786, 1850, 852, 1939]
- safety-column-2-text: ಆನ್‌ಲೈನ್‌ನಲ್ಲಿಯೇ ಚಾರಣಿಗರಿಗೆ ಟಿಕೆಟ್ ನೀಡುವ ವ್ಯವಸ್ಥೆ ಜಾರಿಗೊಳಿಸಲಾಗಿದೆ. ಯಾರೇ ದಾರಿ ತಪ್ಪಿದರೂ ತಕ್ಷಣವೇ ಪತ್ತೆ ಹಚ್ಚುವ ನಿಟ್ಟಿನಲ್ಲಿ ಕಾರ್ಯಸೂಚಿ ರೂಪಿಸಬೇಕು. ಚಾರಣಿಗರ ಜೊತೆಗೆ ಮಾರ್ಗದರ್ಶಕರನ್ನು ಕಳುಹಿಸುವುದು ಕಡ್ಡಾಯಗೊಳಿಸಬೇಕು ಎಂದು ಸೂಚಿಸಿದ್ದಾರೆ.: [860, 1848, 945, 2057]
- market-story-headline: [956, 1802, 1491, 1883]
- market-column-2-text: ಹೆಚ್ಚಾಗಿದೆ. ಗುರುವಾರ ಬೆಳಿಗ್ಗೆ ನಿಫ್ಟಿ 136 ಪಾಯಿಂಟ್‌ಗಳಷ್ಟು ಕುಸಿದು ಸುಮಾರು 23,950 ಕ್ಕೆ ತಲುಪಿತು. ಬುಧವಾರದ ಏರಿಕೆಯ ನಂತರ ಭಾರತೀಯ ರೂಪಾಯಿ ಮೌಲ್ಯ 42 ಪೈಸೆ ಏರಿಕೆಯಾಗಿ 92.58: [1138, 2167, 1308, 2259]
- market-story-headline-text: ಷೇರು ಮಾರುಕಟ್ಟೆ ಮತ್ತೆ ಕುಸಿತ: [1058, 1822, 1390, 1862]
- leader-photo-1: [226, 695, 371, 1025]
- advert-box: [1119, 110, 1488, 322]
- market-column-1-text: ನವದೆಹಲಿ,ಏ.9-ಭಾರತೀಯ ಷೇರು ಮಾರುಕಟ್ಟೆ ಇಂದು ಮತ್ತೆ ಕುಸಿತ ಕಂಡಿದೆ. ಸೆನ್ಸೆಕ್ಸ್ 500 ಪಾಯಿಂಟ್‌ಗಳ ಕುಸಿತ ಮತ್ತು ನಿಫ್ಟಿ 23,900 ಕ್ಕಿಂತ ಕಡಿಮೆಯಾಯಿತು. ಸೆನ್ಸೆಕ್ಸ್ 243.57 ಪಾಯಿಂಟ್‌ಗಳು ಕುಸಿತದೊಂದಿಗೆ 77,319.33 ಕ್ಕೆ ಪ್ರಾರಂಭವಾಯಿತು, 0.31 ಶೇಕಡಾ, ಆದರೆ ನಿಫ್ಟಿ 50 88.30 ಪಾಯಿಂಟ್‌ಗಳು ಕುಸಿತದೊಂದಿಗೆ 23,909.05 ಕ್ಕೆ ಪ್ರಾರಂಭವಾಯಿತು. ಅಮೆರಿಕ ಮತ್ತು ಇರಾನ್ ನಡುವಿನ ತಾತ್ಕಾಲಿಕ ಕದನ ವಿರಾಮ ಒಪ್ಪಂದದ ಬಗ್ಗೆ ಅನಿಶ್ಚಿತತೆ ಹೆಚ್ಚುತ್ತಿರುವುದು ಮಾರುಕಟ್ಟೆಯ ಮೇಲೆ ಪರಿಣಾಮ ಬೀರಿದೆ. ಕಚ್ಚಾ ತೈಲ ಬೆಲೆ ಪ್ರತಿ ಬ್ಯಾರೆಲ್‌ಗೆ $124 ಕ್ಕಿಂತ: [956, 1893, 1130, 2177]
